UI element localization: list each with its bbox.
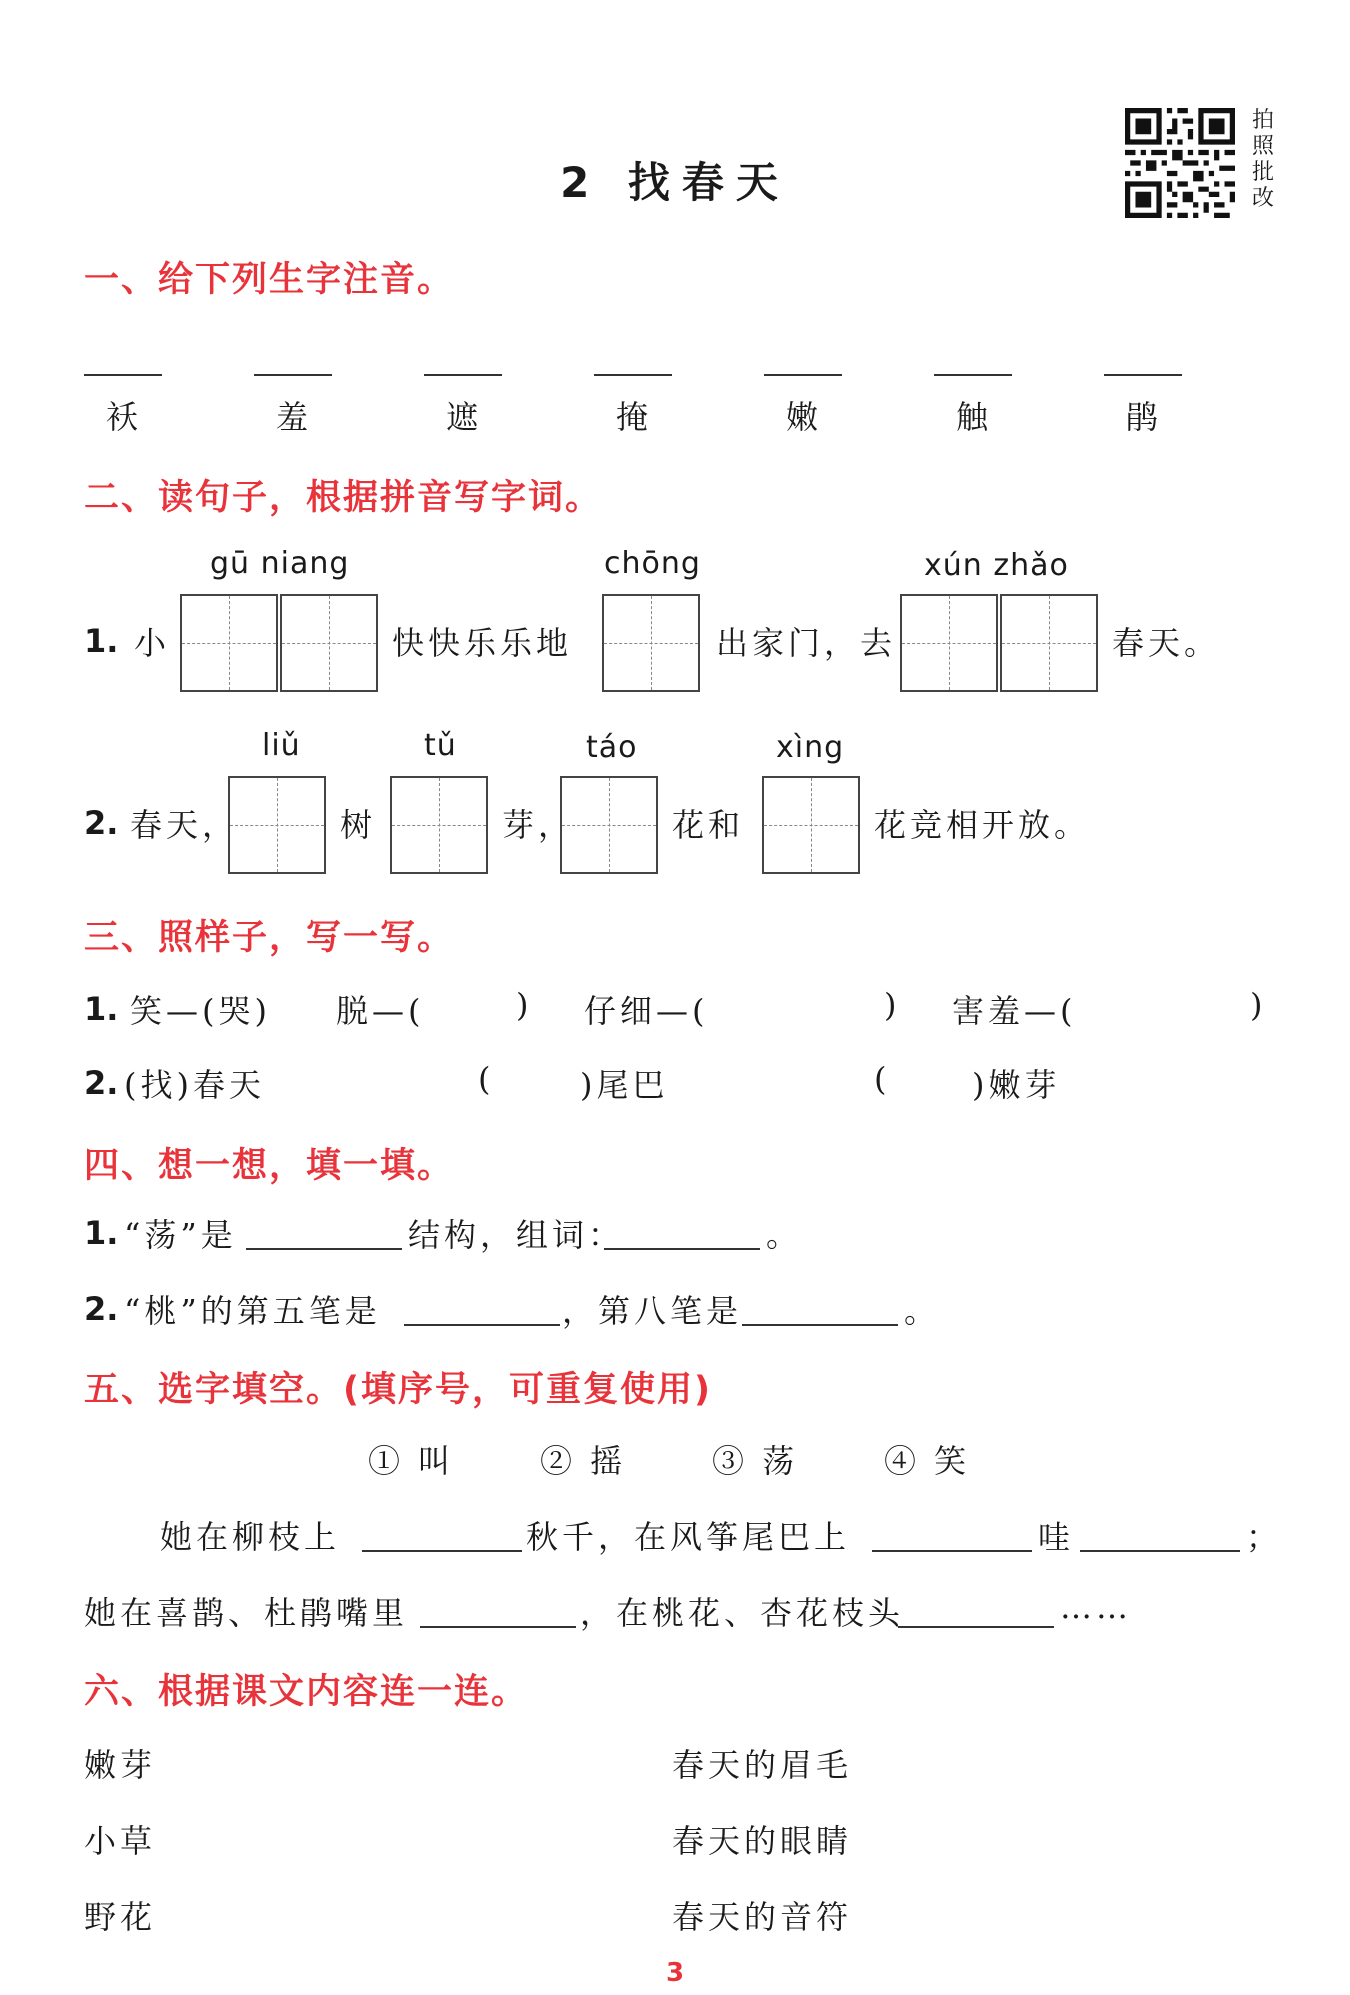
section-2-heading: 二、读句子，根据拼音写字词。 xyxy=(84,478,603,518)
answer-blank[interactable] xyxy=(362,1520,522,1552)
option-item: ④ 笑 xyxy=(884,1442,971,1480)
prompt-text: 脱—( xyxy=(336,992,425,1030)
sentence-text: 芽， xyxy=(502,806,575,844)
pinyin-blank[interactable] xyxy=(594,344,672,376)
punct: ； xyxy=(1246,1518,1283,1556)
prompt-text: 结构，组词： xyxy=(408,1216,625,1254)
punct: 。 xyxy=(766,1216,803,1254)
qr-label: 拍 照 批 改 xyxy=(1251,108,1274,211)
char-item: 嫩 xyxy=(786,398,823,436)
question-number: 1. xyxy=(84,622,119,660)
prompt-text: 害羞—( xyxy=(952,992,1077,1030)
prompt-text: “桃”的第五笔是 xyxy=(124,1292,381,1330)
paren-close: ) xyxy=(516,986,533,1024)
paren-close: ) xyxy=(884,986,901,1024)
paren-open: ( xyxy=(478,1060,495,1098)
match-right-item[interactable]: 春天的眉毛 xyxy=(672,1746,853,1784)
answer-blank[interactable] xyxy=(1080,1520,1240,1552)
char-item: 掩 xyxy=(616,398,653,436)
writing-box[interactable] xyxy=(602,594,700,692)
writing-box[interactable] xyxy=(900,594,998,692)
char-item: 鹃 xyxy=(1126,398,1163,436)
pinyin-label: tǔ xyxy=(424,728,457,763)
ellipsis-text: …… xyxy=(1060,1588,1132,1626)
section-1-heading: 一、给下列生字注音。 xyxy=(84,260,455,300)
pinyin-blank[interactable] xyxy=(254,344,332,376)
prompt-text: ，第八笔是 xyxy=(562,1292,743,1330)
sentence-text: 快快乐乐地 xyxy=(392,624,573,662)
sentence-text: 春天。 xyxy=(1112,624,1221,662)
pinyin-label: chōng xyxy=(604,546,701,581)
question-number: 2. xyxy=(84,804,119,842)
pinyin-blank[interactable] xyxy=(764,344,842,376)
writing-box[interactable] xyxy=(390,776,488,874)
option-item: ② 摇 xyxy=(540,1442,627,1480)
char-item: 触 xyxy=(956,398,993,436)
match-left-item[interactable]: 野花 xyxy=(84,1898,157,1936)
option-item: ③ 荡 xyxy=(712,1442,799,1480)
pinyin-label: táo xyxy=(586,730,638,765)
qr-code-icon[interactable] xyxy=(1125,108,1235,218)
pinyin-label: gū niang xyxy=(210,546,350,581)
page-number: 3 xyxy=(665,1958,685,1988)
prompt-text: )嫩芽 xyxy=(972,1066,1061,1104)
passage-text: 她在柳枝上 xyxy=(160,1518,341,1556)
pinyin-label: liǔ xyxy=(262,728,301,763)
answer-blank[interactable] xyxy=(404,1294,560,1326)
char-item: 羞 xyxy=(276,398,313,436)
match-right-item[interactable]: 春天的眼睛 xyxy=(672,1822,853,1860)
sentence-text: 出家门，去 xyxy=(716,624,897,662)
writing-box[interactable] xyxy=(560,776,658,874)
section-5-heading: 五、选字填空。(填序号，可重复使用) xyxy=(84,1370,712,1410)
option-item: ① 叫 xyxy=(368,1442,455,1480)
prompt-text: 仔细—( xyxy=(584,992,709,1030)
answer-blank[interactable] xyxy=(420,1596,576,1628)
pinyin-label: xún zhǎo xyxy=(924,548,1069,583)
sentence-text: 花和 xyxy=(672,806,745,844)
passage-text: ，在桃花、杏花枝头 xyxy=(580,1594,905,1632)
char-item: 袄 xyxy=(106,398,143,436)
sentence-text: 树 xyxy=(340,806,377,844)
question-number: 1. xyxy=(84,990,119,1028)
sentence-text: 春天， xyxy=(130,806,239,844)
page-title: 2 找春天 xyxy=(560,158,790,207)
pinyin-blank[interactable] xyxy=(934,344,1012,376)
question-number: 2. xyxy=(84,1290,119,1328)
question-number: 2. xyxy=(84,1064,119,1102)
passage-text: 秋千，在风筝尾巴上 xyxy=(526,1518,851,1556)
paren-open: ( xyxy=(874,1060,891,1098)
pinyin-blank[interactable] xyxy=(1104,344,1182,376)
passage-text: 哇 xyxy=(1038,1518,1075,1556)
sentence-text: 小 xyxy=(134,624,171,662)
section-3-heading: 三、照样子，写一写。 xyxy=(84,918,455,958)
prompt-text: “荡”是 xyxy=(124,1216,237,1254)
match-left-item[interactable]: 小草 xyxy=(84,1822,157,1860)
sentence-text: 花竞相开放。 xyxy=(874,806,1091,844)
paren-close: ) xyxy=(1250,986,1267,1024)
writing-box[interactable] xyxy=(762,776,860,874)
match-right-item[interactable]: 春天的音符 xyxy=(672,1898,853,1936)
answer-blank[interactable] xyxy=(898,1596,1054,1628)
writing-box[interactable] xyxy=(228,776,326,874)
answer-blank[interactable] xyxy=(872,1520,1032,1552)
question-number: 1. xyxy=(84,1214,119,1252)
writing-box[interactable] xyxy=(280,594,378,692)
section-4-heading: 四、想一想，填一填。 xyxy=(84,1146,455,1186)
char-item: 遮 xyxy=(446,398,483,436)
example-text: 笑—(哭) xyxy=(130,992,271,1030)
section-6-heading: 六、根据课文内容连一连。 xyxy=(84,1672,529,1712)
punct: 。 xyxy=(904,1292,941,1330)
answer-blank[interactable] xyxy=(604,1218,760,1250)
pinyin-blank[interactable] xyxy=(424,344,502,376)
answer-blank[interactable] xyxy=(246,1218,402,1250)
pinyin-label: xìng xyxy=(776,730,845,765)
answer-blank[interactable] xyxy=(742,1294,898,1326)
writing-box[interactable] xyxy=(180,594,278,692)
match-left-item[interactable]: 嫩芽 xyxy=(84,1746,157,1784)
passage-text: 她在喜鹊、杜鹃嘴里 xyxy=(84,1594,409,1632)
example-text: (找)春天 xyxy=(124,1066,265,1104)
pinyin-blank[interactable] xyxy=(84,344,162,376)
prompt-text: )尾巴 xyxy=(580,1066,669,1104)
writing-box[interactable] xyxy=(1000,594,1098,692)
